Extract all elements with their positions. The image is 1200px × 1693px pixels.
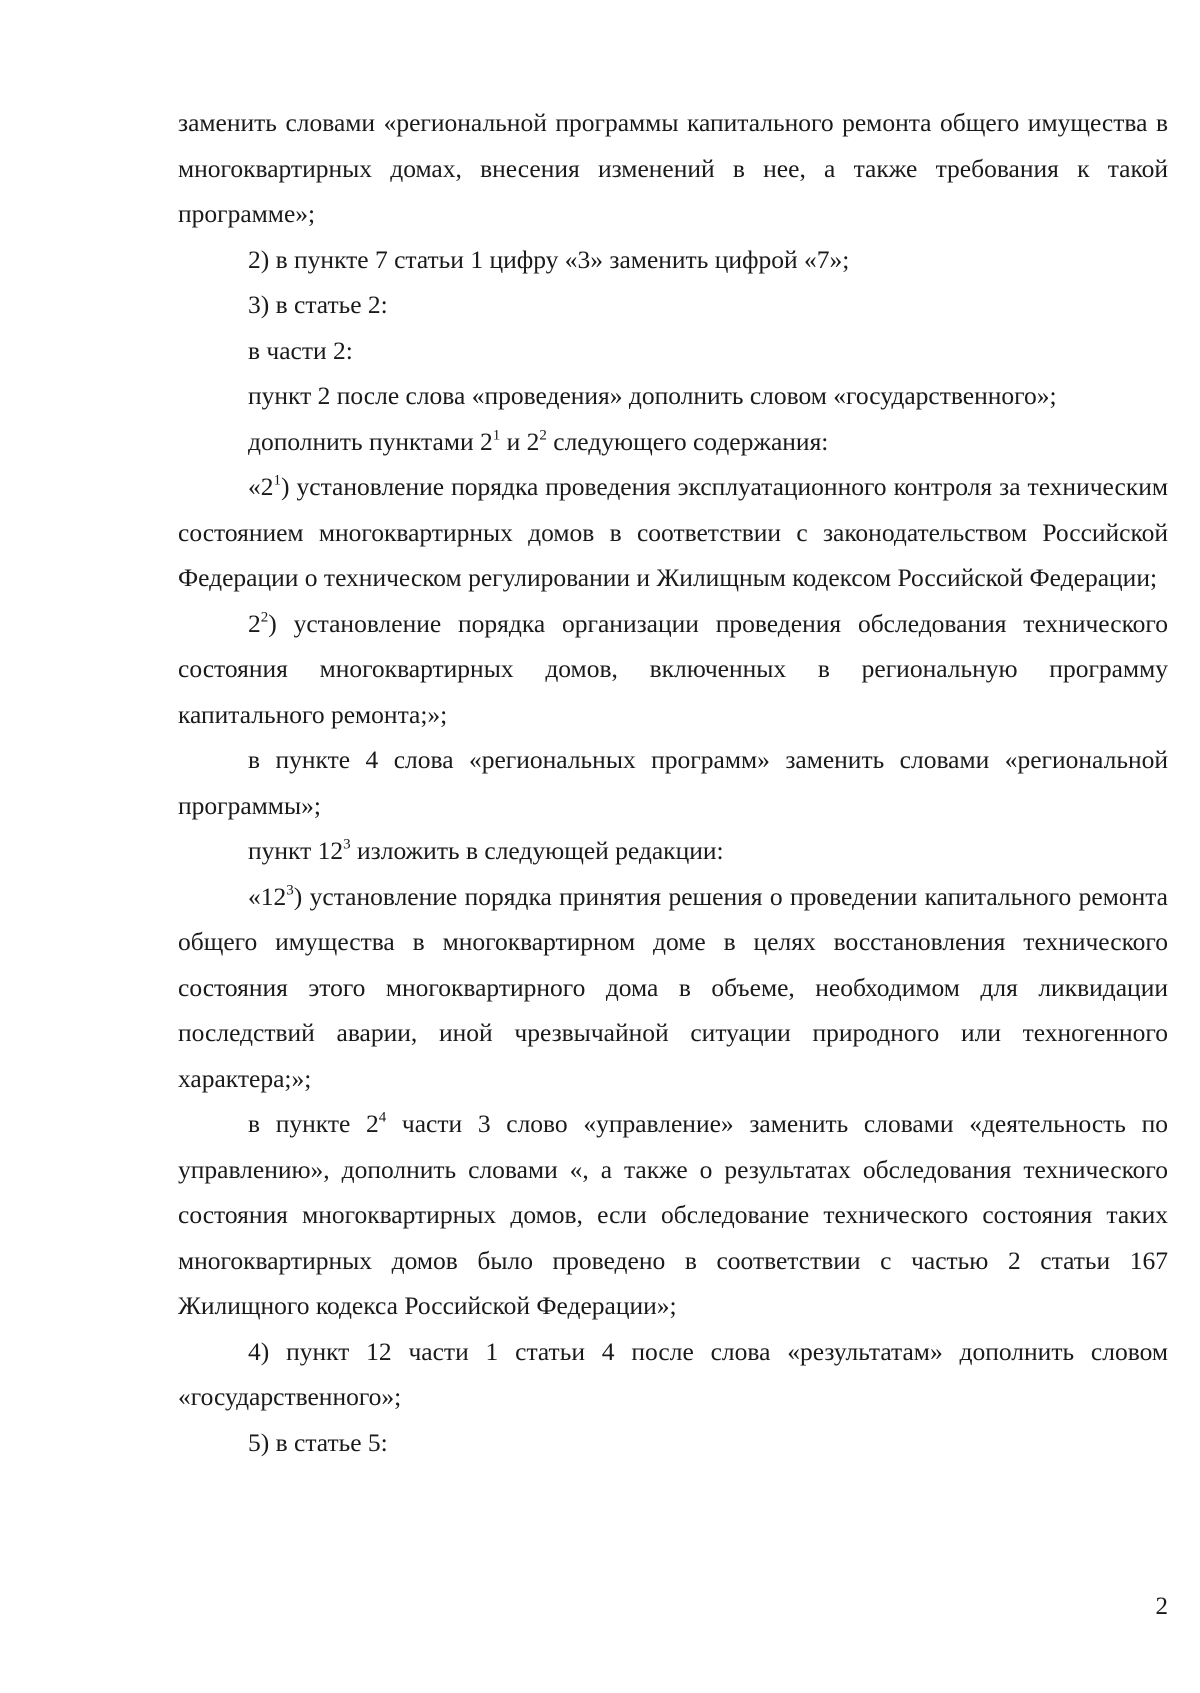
paragraph-5: [178, 373, 1168, 419]
paragraph-12: [178, 1101, 1168, 1329]
paragraph-text: 2) в пункте 7 статьи 1 цифру «3» заменить цифрой «7»;: [248, 244, 850, 274]
paragraph-text: и 2: [500, 426, 540, 456]
paragraph-text: «2: [248, 472, 274, 501]
paragraph-text: части 3 слово «управление» заменить словами «деятельность по управлению», дополнить словами «, а также о результатах обследования технического состояния многоквартирных домов, если обследование технического состояния таких многоквартирных домов было проведено в соответствии с частью 2 статьи 167 Жилищного кодекса Российской Федерации»;: [178, 1109, 1168, 1320]
paragraph-8: [178, 601, 1168, 738]
paragraph-text: пункт 2 после слова «проведения» дополнить словом «государственного»;: [248, 381, 1057, 410]
paragraph-text: 3) в статье 2:: [248, 290, 388, 319]
paragraph-6: [178, 419, 1168, 465]
superscript: 2: [260, 609, 269, 625]
paragraph-2: [178, 237, 1168, 283]
paragraph-11: [178, 874, 1168, 1102]
paragraph-text: пункт 12: [248, 836, 344, 865]
paragraph-4: [178, 328, 1168, 374]
paragraph-text: в пункте 2: [248, 1109, 379, 1138]
paragraph-10: [178, 828, 1168, 874]
paragraph-text: дополнить пунктами 2: [248, 426, 493, 456]
paragraph-text: ) установление порядка организации проведения обследования технического состояния многоквартирных домов, включенных в региональную программу капитального ремонта;»;: [178, 608, 1168, 729]
paragraph-3: [178, 282, 1168, 328]
superscript: 3: [286, 882, 294, 898]
paragraph-text: «12: [248, 881, 287, 911]
superscript: 1: [492, 427, 501, 443]
paragraph-13: [178, 1329, 1168, 1420]
paragraph-7: [178, 464, 1168, 601]
superscript: 1: [273, 472, 281, 489]
paragraph-text: 4) пункт 12 части 1 статьи 4 после слова «результатам» дополнить словом «государственного»;: [178, 1336, 1168, 1411]
paragraph-text: 5) в статье 5:: [248, 1427, 388, 1457]
paragraph-14: [178, 1420, 1168, 1466]
paragraph-text: следующего содержания:: [546, 426, 829, 456]
superscript: 2: [539, 427, 547, 443]
document-body: [178, 100, 1168, 1465]
paragraph-text: ) установление порядка проведения эксплуатационного контроля за техническим состоянием многоквартирных домов в соответствии с законодательством Российской Федерации о техническом регулировании и Жилищным кодексом Российской Федерации;: [178, 472, 1168, 592]
paragraph-1: [178, 100, 1168, 237]
paragraph-9: [178, 737, 1168, 828]
paragraph-text: ) установление порядка принятия решения о проведении капитального ремонта общего имущества в многоквартирном доме в целях восстановления технического состояния этого многоквартирного дома в объеме, необходимом для ликвидации последствий аварии, иной чрезвычайной ситуации природного или техногенного характера;»;: [178, 881, 1168, 1093]
page-number: 2: [1155, 1593, 1168, 1620]
paragraph-text: изложить в следующей редакции:: [350, 836, 724, 865]
paragraph-text: заменить словами «региональной программы капитального ремонта общего имущества в многоквартирных домах, внесения изменений в нее, а также требования к такой программе»;: [178, 108, 1168, 228]
superscript: 3: [343, 836, 351, 853]
paragraph-text: 2: [248, 608, 261, 638]
superscript: 4: [378, 1109, 387, 1126]
paragraph-text: в пункте 4 слова «региональных программ» заменить словами «региональной программы»;: [178, 745, 1168, 820]
paragraph-text: в части 2:: [248, 335, 353, 365]
